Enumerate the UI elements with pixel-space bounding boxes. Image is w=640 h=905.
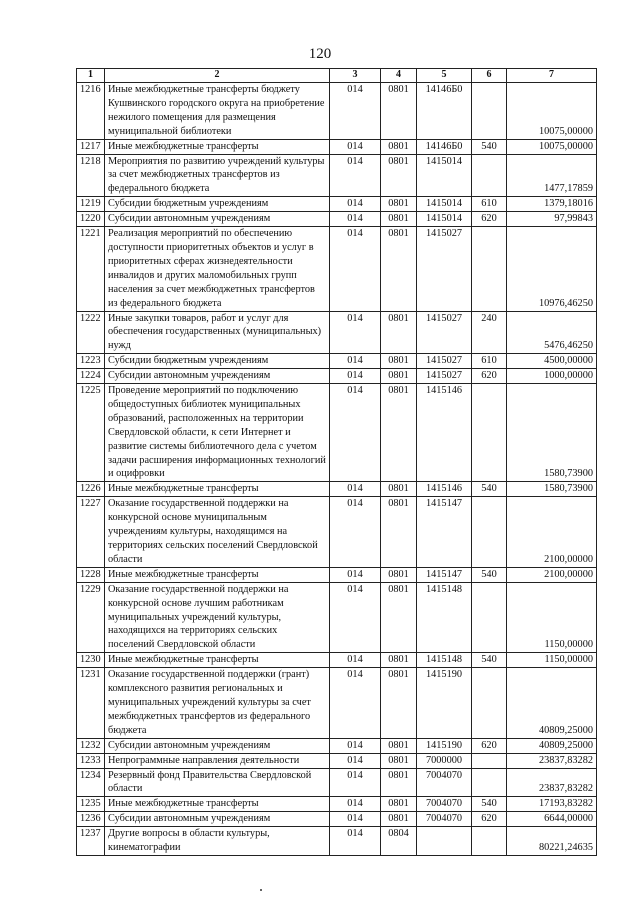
row-number: 1223 xyxy=(77,354,105,369)
table-row xyxy=(77,753,597,768)
row-amount: 10075,00000 xyxy=(507,83,597,140)
row-code-target: 1415147 xyxy=(417,567,472,582)
row-code-section: 0801 xyxy=(381,227,417,311)
table-row xyxy=(77,227,597,311)
row-amount: 2100,00000 xyxy=(507,567,597,582)
row-number: 1225 xyxy=(77,384,105,482)
row-number: 1232 xyxy=(77,738,105,753)
table-row xyxy=(77,197,597,212)
budget-table xyxy=(76,68,597,856)
table-row xyxy=(77,212,597,227)
row-code-admin: 014 xyxy=(330,311,381,354)
row-code-target: 1415027 xyxy=(417,369,472,384)
row-name: Субсидии автономным учреждениям xyxy=(105,812,330,827)
row-code-admin: 014 xyxy=(330,827,381,856)
row-code-target: 1415147 xyxy=(417,497,472,568)
row-code-type: 620 xyxy=(472,738,507,753)
row-number: 1233 xyxy=(77,753,105,768)
row-code-type: 620 xyxy=(472,812,507,827)
row-name: Проведение мероприятий по подключению общедоступных библиотек муниципальных образований, расположенных на территории Свердловской области, к сети Интернет и развитие системы библиотечного дела с учетом задачи расширения информационных технологий и оцифровки xyxy=(105,384,330,482)
header-row xyxy=(77,69,597,83)
row-code-target: 7000000 xyxy=(417,753,472,768)
row-name: Оказание государственной поддержки (грант) комплексного развития региональных и муниципальных учреждений культуры за счет межбюджетных трансфертов из федерального бюджета xyxy=(105,668,330,739)
row-amount: 1000,00000 xyxy=(507,369,597,384)
row-code-target: 1415014 xyxy=(417,212,472,227)
row-code-admin: 014 xyxy=(330,497,381,568)
row-amount: 1150,00000 xyxy=(507,582,597,653)
row-code-admin: 014 xyxy=(330,154,381,197)
row-code-section: 0801 xyxy=(381,154,417,197)
row-code-section: 0801 xyxy=(381,354,417,369)
row-amount: 5476,46250 xyxy=(507,311,597,354)
row-code-admin: 014 xyxy=(330,212,381,227)
row-code-type: 540 xyxy=(472,567,507,582)
row-code-type xyxy=(472,668,507,739)
row-name: Непрограммные направления деятельности xyxy=(105,753,330,768)
row-code-type: 240 xyxy=(472,311,507,354)
table-row xyxy=(77,354,597,369)
row-amount: 40809,25000 xyxy=(507,738,597,753)
table-row xyxy=(77,812,597,827)
row-name: Субсидии автономным учреждениям xyxy=(105,738,330,753)
row-code-admin: 014 xyxy=(330,768,381,797)
page-number: 120 xyxy=(308,46,332,62)
row-code-section: 0801 xyxy=(381,482,417,497)
row-amount: 1580,73900 xyxy=(507,482,597,497)
row-name: Оказание государственной поддержки на конкурсной основе муниципальным учреждениям культуры, находящимся на территориях сельских поселений Свердловской области xyxy=(105,497,330,568)
row-name: Иные межбюджетные трансферты xyxy=(105,482,330,497)
table-row xyxy=(77,567,597,582)
row-code-type: 540 xyxy=(472,139,507,154)
table-row xyxy=(77,139,597,154)
row-name: Иные межбюджетные трансферты xyxy=(105,139,330,154)
row-code-section: 0801 xyxy=(381,753,417,768)
column-header: 7 xyxy=(507,69,597,83)
row-code-target: 1415014 xyxy=(417,197,472,212)
column-header: 1 xyxy=(77,69,105,83)
row-number: 1230 xyxy=(77,653,105,668)
row-code-target: 14146Б0 xyxy=(417,83,472,140)
column-header: 3 xyxy=(330,69,381,83)
row-amount: 1580,73900 xyxy=(507,384,597,482)
row-code-admin: 014 xyxy=(330,753,381,768)
column-header: 6 xyxy=(472,69,507,83)
row-name: Иные межбюджетные трансферты xyxy=(105,653,330,668)
scan-dot xyxy=(260,889,262,891)
row-code-target: 1415014 xyxy=(417,154,472,197)
row-code-target: 1415190 xyxy=(417,738,472,753)
table-row xyxy=(77,653,597,668)
column-header: 4 xyxy=(381,69,417,83)
row-code-section: 0801 xyxy=(381,83,417,140)
row-code-type: 610 xyxy=(472,197,507,212)
row-code-type: 540 xyxy=(472,797,507,812)
row-number: 1224 xyxy=(77,369,105,384)
row-code-type xyxy=(472,768,507,797)
row-amount: 23837,83282 xyxy=(507,753,597,768)
row-code-section: 0801 xyxy=(381,738,417,753)
table-row xyxy=(77,311,597,354)
row-code-section: 0801 xyxy=(381,369,417,384)
row-name: Субсидии бюджетным учреждениям xyxy=(105,354,330,369)
row-code-target: 1415146 xyxy=(417,482,472,497)
row-code-admin: 014 xyxy=(330,812,381,827)
row-code-target: 1415146 xyxy=(417,384,472,482)
row-code-section: 0801 xyxy=(381,668,417,739)
row-code-target: 1415190 xyxy=(417,668,472,739)
row-code-admin: 014 xyxy=(330,797,381,812)
row-code-target: 14146Б0 xyxy=(417,139,472,154)
row-number: 1229 xyxy=(77,582,105,653)
row-code-admin: 014 xyxy=(330,482,381,497)
row-code-target: 7004070 xyxy=(417,768,472,797)
table-row xyxy=(77,384,597,482)
row-code-target: 1415027 xyxy=(417,227,472,311)
row-code-admin: 014 xyxy=(330,369,381,384)
row-code-type xyxy=(472,582,507,653)
row-amount: 40809,25000 xyxy=(507,668,597,739)
row-name: Иные межбюджетные трансферты xyxy=(105,567,330,582)
row-amount: 6644,00000 xyxy=(507,812,597,827)
row-code-section: 0801 xyxy=(381,582,417,653)
row-number: 1231 xyxy=(77,668,105,739)
table-row xyxy=(77,797,597,812)
row-code-type xyxy=(472,154,507,197)
row-code-target: 7004070 xyxy=(417,812,472,827)
row-name: Субсидии автономным учреждениям xyxy=(105,369,330,384)
row-code-section: 0801 xyxy=(381,812,417,827)
row-code-section: 0801 xyxy=(381,653,417,668)
table-row xyxy=(77,369,597,384)
row-amount: 10075,00000 xyxy=(507,139,597,154)
row-code-target: 1415148 xyxy=(417,653,472,668)
row-code-admin: 014 xyxy=(330,384,381,482)
row-code-admin: 014 xyxy=(330,83,381,140)
row-name: Другие вопросы в области культуры, кинематографии xyxy=(105,827,330,856)
row-code-admin: 014 xyxy=(330,567,381,582)
row-name: Иные межбюджетные трансферты xyxy=(105,797,330,812)
row-code-section: 0801 xyxy=(381,311,417,354)
row-code-section: 0801 xyxy=(381,768,417,797)
row-code-section: 0801 xyxy=(381,567,417,582)
row-name: Субсидии бюджетным учреждениям xyxy=(105,197,330,212)
row-number: 1228 xyxy=(77,567,105,582)
row-code-admin: 014 xyxy=(330,354,381,369)
row-code-type xyxy=(472,83,507,140)
row-code-type: 620 xyxy=(472,212,507,227)
row-code-type: 540 xyxy=(472,482,507,497)
row-number: 1217 xyxy=(77,139,105,154)
row-amount: 97,99843 xyxy=(507,212,597,227)
row-name: Иные межбюджетные трансферты бюджету Кушвинского городского округа на приобретение нежилого помещения для размещения муниципальной библиотеки xyxy=(105,83,330,140)
row-code-type xyxy=(472,827,507,856)
table-row xyxy=(77,83,597,140)
row-amount: 1379,18016 xyxy=(507,197,597,212)
table-row xyxy=(77,482,597,497)
row-code-admin: 014 xyxy=(330,668,381,739)
table-row xyxy=(77,668,597,739)
row-number: 1226 xyxy=(77,482,105,497)
row-amount: 1477,17859 xyxy=(507,154,597,197)
row-code-type: 610 xyxy=(472,354,507,369)
row-code-target xyxy=(417,827,472,856)
row-name: Резервный фонд Правительства Свердловской области xyxy=(105,768,330,797)
row-amount: 17193,83282 xyxy=(507,797,597,812)
row-code-type: 540 xyxy=(472,653,507,668)
row-code-type xyxy=(472,497,507,568)
row-number: 1219 xyxy=(77,197,105,212)
row-code-target: 7004070 xyxy=(417,797,472,812)
table-row xyxy=(77,154,597,197)
row-name: Мероприятия по развитию учреждений культуры за счет межбюджетных трансфертов из федерального бюджета xyxy=(105,154,330,197)
row-code-admin: 014 xyxy=(330,653,381,668)
row-code-target: 1415148 xyxy=(417,582,472,653)
column-header: 5 xyxy=(417,69,472,83)
row-code-section: 0801 xyxy=(381,797,417,812)
row-code-target: 1415027 xyxy=(417,311,472,354)
row-code-admin: 014 xyxy=(330,197,381,212)
table-row xyxy=(77,582,597,653)
table-row xyxy=(77,827,597,856)
column-header: 2 xyxy=(105,69,330,83)
row-code-admin: 014 xyxy=(330,139,381,154)
row-number: 1236 xyxy=(77,812,105,827)
row-number: 1234 xyxy=(77,768,105,797)
row-number: 1220 xyxy=(77,212,105,227)
row-amount: 10976,46250 xyxy=(507,227,597,311)
row-number: 1218 xyxy=(77,154,105,197)
row-name: Субсидии автономным учреждениям xyxy=(105,212,330,227)
row-number: 1216 xyxy=(77,83,105,140)
row-code-section: 0801 xyxy=(381,384,417,482)
row-number: 1235 xyxy=(77,797,105,812)
row-code-section: 0801 xyxy=(381,497,417,568)
row-amount: 80221,24635 xyxy=(507,827,597,856)
row-code-section: 0804 xyxy=(381,827,417,856)
row-code-type xyxy=(472,227,507,311)
row-code-section: 0801 xyxy=(381,197,417,212)
table-row xyxy=(77,497,597,568)
row-amount: 1150,00000 xyxy=(507,653,597,668)
row-code-type xyxy=(472,384,507,482)
row-code-section: 0801 xyxy=(381,212,417,227)
row-name: Оказание государственной поддержки на конкурсной основе лучшим работникам муниципальных учреждений культуры, находящихся на территориях сельских поселений Свердловской области xyxy=(105,582,330,653)
table-row xyxy=(77,738,597,753)
row-amount: 23837,83282 xyxy=(507,768,597,797)
row-number: 1237 xyxy=(77,827,105,856)
table-row xyxy=(77,768,597,797)
row-code-target: 1415027 xyxy=(417,354,472,369)
row-code-admin: 014 xyxy=(330,738,381,753)
row-number: 1222 xyxy=(77,311,105,354)
row-amount: 2100,00000 xyxy=(507,497,597,568)
row-number: 1221 xyxy=(77,227,105,311)
row-code-type: 620 xyxy=(472,369,507,384)
row-name: Реализация мероприятий по обеспечению доступности приоритетных объектов и услуг в приоритетных сферах жизнедеятельности инвалидов и других маломобильных групп населения за счет межбюджетных трансфертов из федерального бюджета xyxy=(105,227,330,311)
row-code-section: 0801 xyxy=(381,139,417,154)
row-name: Иные закупки товаров, работ и услуг для обеспечения государственных (муниципальных) нужд xyxy=(105,311,330,354)
row-number: 1227 xyxy=(77,497,105,568)
row-code-admin: 014 xyxy=(330,582,381,653)
row-code-type xyxy=(472,753,507,768)
row-amount: 4500,00000 xyxy=(507,354,597,369)
row-code-admin: 014 xyxy=(330,227,381,311)
